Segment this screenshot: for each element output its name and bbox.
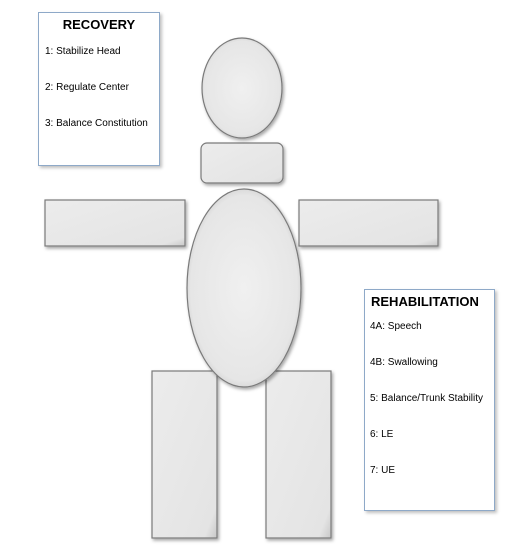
rehab-item-balance-trunk: 5: Balance/Trunk Stability	[370, 393, 484, 404]
rehabilitation-panel	[364, 289, 495, 511]
recovery-panel	[38, 12, 160, 166]
right-arm-shape	[299, 200, 438, 246]
recovery-item-stabilize-head: 1: Stabilize Head	[45, 46, 121, 57]
head-shape	[202, 38, 282, 138]
neck-shape	[201, 143, 283, 183]
left-leg-shape	[152, 371, 217, 538]
recovery-item-balance-constitution: 3: Balance Constitution	[45, 118, 148, 129]
rehab-item-speech: 4A: Speech	[370, 321, 422, 332]
rehab-item-le: 6: LE	[370, 429, 394, 440]
recovery-title: RECOVERY	[62, 17, 136, 32]
rehabilitation-title: REHABILITATION	[371, 294, 479, 309]
left-arm-shape	[45, 200, 185, 246]
torso-shape	[187, 189, 301, 387]
rehab-item-ue: 7: UE	[370, 465, 396, 476]
right-leg-shape	[266, 371, 331, 538]
recovery-item-regulate-center: 2: Regulate Center	[45, 82, 129, 93]
rehab-item-swallowing: 4B: Swallowing	[370, 357, 438, 368]
